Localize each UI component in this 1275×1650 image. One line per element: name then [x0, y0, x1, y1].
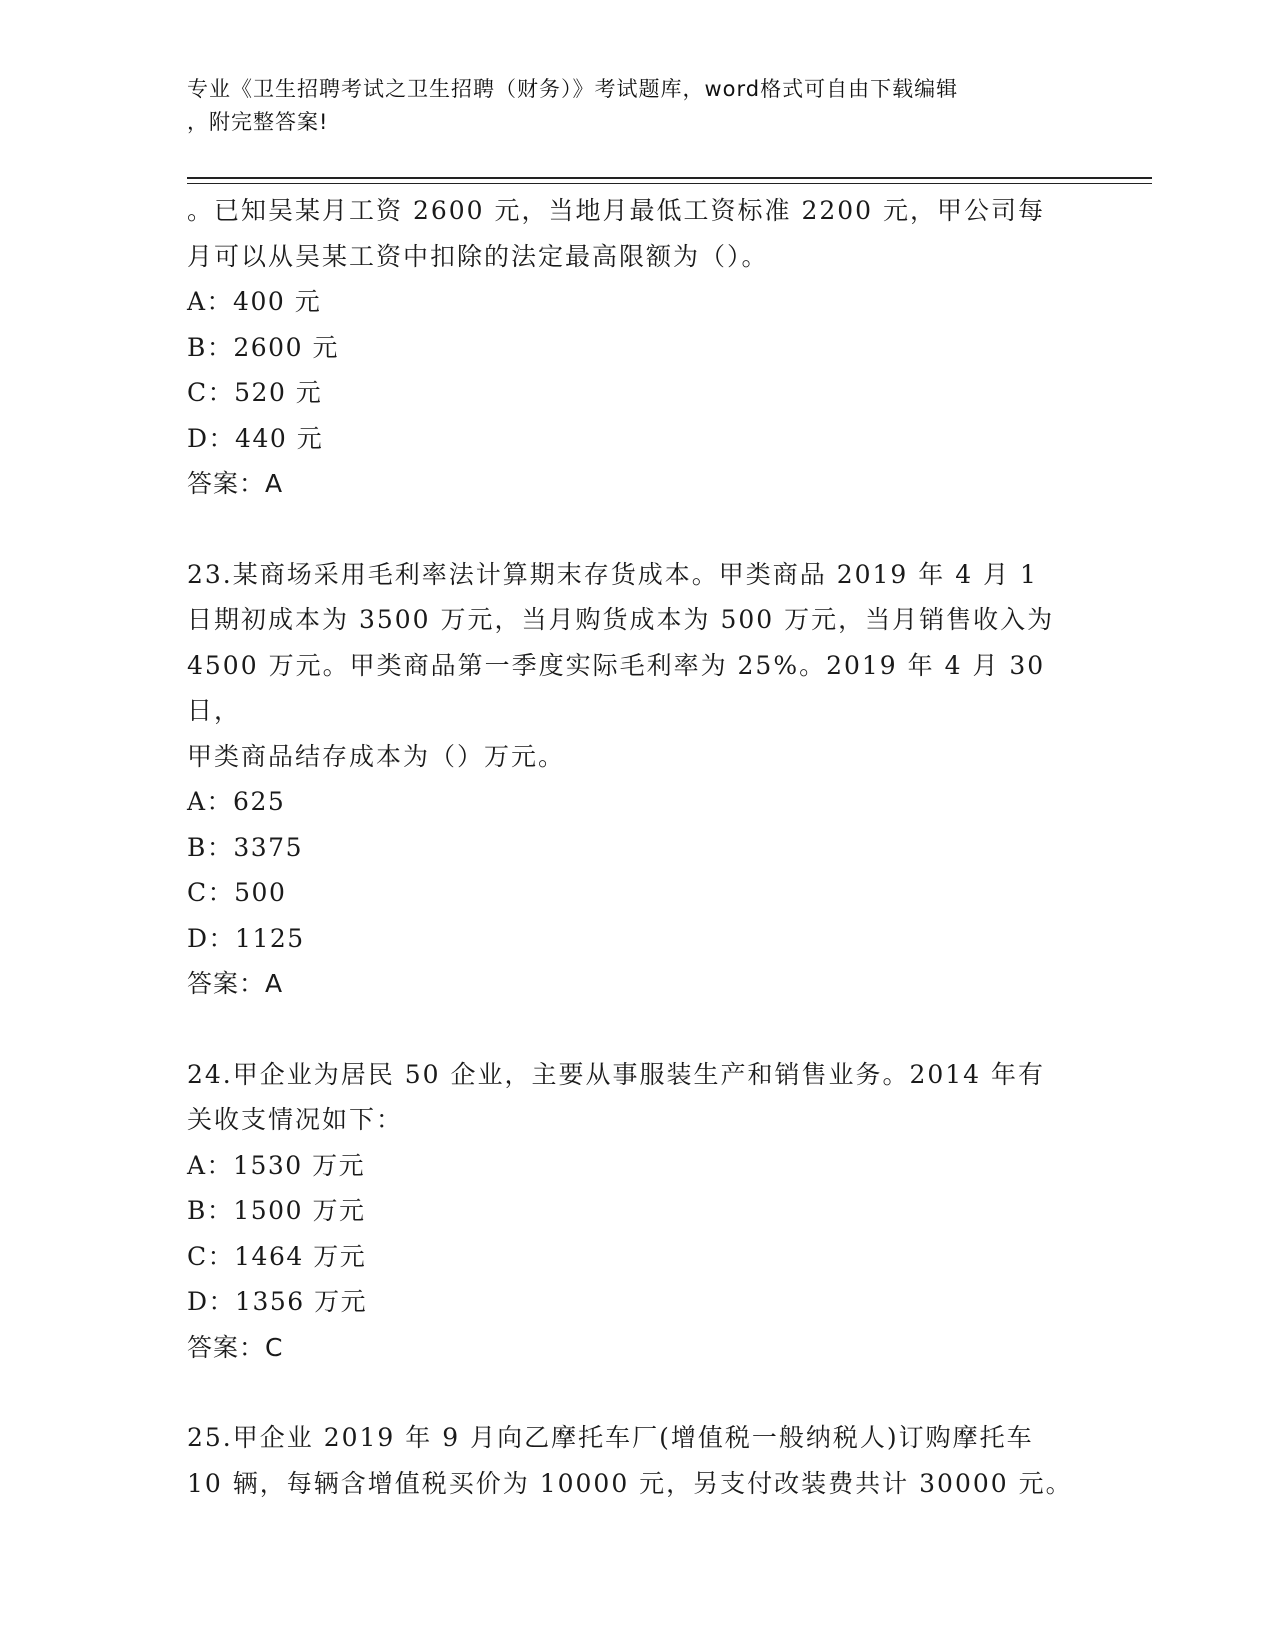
question-text-line: 月可以从吴某工资中扣除的法定最高限额为（）。	[187, 241, 769, 271]
question-list	[187, 188, 1087, 1506]
option-a: A：625	[187, 787, 286, 816]
option-c: C：500	[187, 878, 287, 907]
answer-line: 答案：A	[187, 969, 284, 998]
question-item	[187, 552, 1087, 1007]
document-header	[187, 73, 1067, 139]
question-text-line: 甲类商品结存成本为（）万元。	[187, 741, 566, 771]
question-text-line: 关收支情况如下：	[187, 1105, 404, 1134]
option-d: D：440 元	[187, 423, 324, 453]
header-line-2: ，附完整答案!	[187, 110, 329, 134]
option-c: C：1464 万元	[187, 1241, 367, 1271]
option-b: B：3375	[187, 832, 303, 862]
question-text-line: 。已知吴某月工资 2600 元，当地月最低工资标准 2200 元，甲公司每	[187, 196, 1046, 225]
header-divider-thin	[187, 183, 1152, 184]
option-b: B：1500 万元	[187, 1196, 366, 1225]
header-divider-thick	[187, 177, 1152, 179]
option-d: D：1125	[187, 923, 305, 953]
answer-line: 答案：A	[187, 469, 284, 498]
answer-line: 答案：C	[187, 1332, 284, 1362]
option-a: A：1530 万元	[187, 1150, 366, 1180]
question-text-line: 23.某商场采用毛利率法计算期末存货成本。甲类商品 2019 年 4 月 1	[187, 559, 1038, 589]
header-line-1: 专业《卫生招聘考试之卫生招聘（财务）》考试题库，word格式可自由下载编辑	[187, 77, 959, 101]
question-item	[187, 1052, 1087, 1371]
question-item	[187, 1415, 1087, 1506]
option-d: D：1356 万元	[187, 1287, 368, 1316]
question-text-line: 24.甲企业为居民 50 企业，主要从事服装生产和销售业务。2014 年有	[187, 1059, 1046, 1089]
question-text-line: 10 辆，每辆含增值税买价为 10000 元，另支付改装费共计 30000 元。	[187, 1468, 1073, 1498]
option-b: B：2600 元	[187, 332, 339, 362]
question-item	[187, 188, 1087, 507]
option-a: A：400 元	[187, 287, 322, 316]
question-text-line: 25.甲企业 2019 年 9 月向乙摩托车厂(增值税一般纳税人)订购摩托车	[187, 1423, 1034, 1452]
option-c: C：520 元	[187, 378, 323, 407]
question-text-line: 4500 万元。甲类商品第一季度实际毛利率为 25%。2019 年 4 月 30 日，	[187, 650, 1046, 725]
question-text-line: 日期初成本为 3500 万元，当月购货成本为 500 万元，当月销售收入为	[187, 605, 1055, 634]
